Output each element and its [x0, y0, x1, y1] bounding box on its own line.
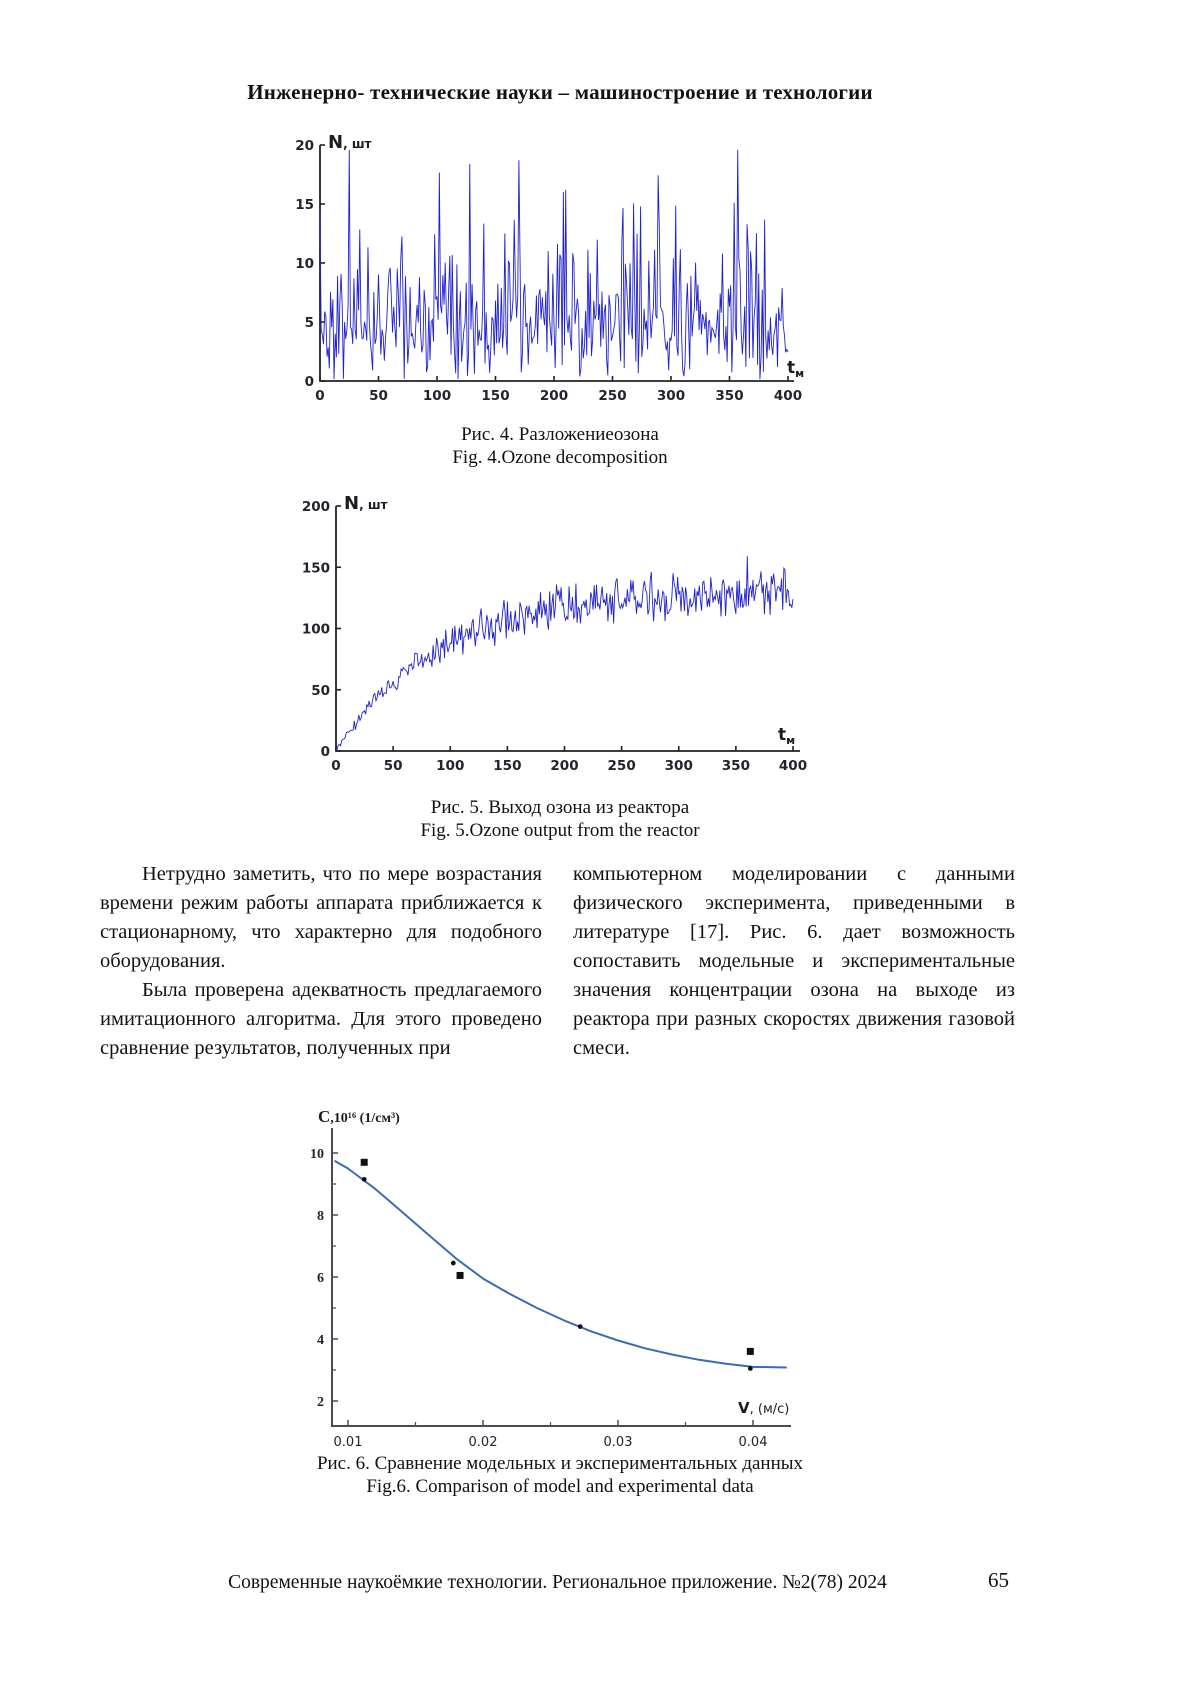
x-tick-label: 150: [481, 388, 510, 404]
fig5-ylabel-main: N: [344, 493, 360, 514]
x-tick-label: 350: [715, 388, 744, 404]
axes: [310, 1128, 791, 1450]
fig6-xlabel-unit: , (м/с): [749, 1402, 790, 1417]
footer-journal-line: Современные наукоёмкие технологии. Региональное приложение. №2(78) 2024: [228, 1572, 887, 1593]
fig6-caption-en: Fig.6. Comparison of model and experimental data: [366, 1476, 754, 1497]
x-tick-label: 0.02: [468, 1435, 498, 1450]
y-tick-label: 10: [295, 256, 314, 272]
figure5-plot: [300, 493, 830, 793]
x-tick-label: 0: [331, 758, 341, 774]
y-tick-label: 10: [310, 1147, 324, 1162]
paragraph: Была проверена адекватность предлагаемого имитационного алгоритма. Для этого проведено сравнение результатов, полученных при: [100, 979, 542, 1059]
y-tick-label: 2: [317, 1395, 324, 1410]
x-tick-label: 50: [369, 388, 388, 404]
x-tick-label: 100: [436, 758, 465, 774]
fig4-ylabel-main: N: [328, 132, 344, 153]
y-tick-label: 4: [317, 1333, 324, 1348]
fig5-caption: [145, 796, 975, 842]
x-tick-label: 350: [721, 758, 750, 774]
series-line: [320, 150, 788, 380]
figure5-chart: [300, 493, 830, 793]
fig5-ylabel-unit: , шт: [359, 498, 388, 512]
figure6-chart: [270, 1105, 830, 1453]
fig6-ylabel-unit: ,10¹⁶ (1/см³): [330, 1111, 400, 1126]
model-point: [451, 1261, 456, 1266]
experimental-point: [361, 1159, 368, 1166]
series-line: [336, 556, 796, 751]
fig5-xlabel-main: t: [778, 725, 787, 745]
fig5-y-axis-label: [344, 493, 388, 514]
model-points: [362, 1177, 753, 1371]
x-tick-label: 250: [598, 388, 627, 404]
fig5-caption-en: Fig. 5.Ozone output from the reactor: [420, 820, 700, 841]
x-tick-label: 100: [422, 388, 452, 404]
fig6-caption-ru: Рис. 6. Сравнение модельных и экспериментальных данных: [316, 1453, 804, 1474]
x-tick-label: 150: [493, 758, 522, 774]
x-tick-label: 400: [778, 758, 808, 774]
y-tick-label: 20: [295, 138, 314, 154]
fig4-ylabel-unit: , шт: [343, 137, 372, 151]
x-tick-label: 300: [664, 758, 693, 774]
fig5-caption-ru: Рис. 5. Выход озона из реактора: [430, 797, 690, 818]
experimental-points: [361, 1159, 754, 1355]
fig4-xlabel-sub: м: [795, 367, 805, 380]
fig4-x-axis-label: [787, 358, 804, 380]
fig4-caption: [145, 423, 975, 469]
x-tick-label: 200: [550, 758, 579, 774]
fig6-caption: [145, 1452, 975, 1498]
y-tick-label: 100: [301, 621, 330, 638]
fig5-x-axis-label: [778, 725, 795, 747]
y-tick-label: 8: [317, 1209, 324, 1224]
fig6-xlabel-main: V: [738, 1399, 750, 1417]
x-tick-label: 0.01: [333, 1435, 363, 1450]
body-left-column: [100, 860, 542, 1063]
x-tick-label: 250: [607, 758, 636, 774]
y-tick-label: 15: [295, 197, 314, 213]
model-point: [362, 1177, 367, 1182]
x-tick-label: 400: [773, 388, 803, 404]
y-tick-label: 0: [304, 374, 314, 390]
fig4-y-axis-label: [328, 132, 372, 153]
experimental-point: [457, 1272, 464, 1279]
fig5-xlabel-sub: м: [786, 734, 796, 747]
fig6-y-axis-label: [318, 1107, 400, 1127]
footer-page-number: 65: [988, 1568, 1009, 1592]
model-curve: [335, 1161, 787, 1368]
fig6-x-axis-label: [738, 1399, 789, 1417]
fig4-caption-ru: Рис. 4. Разложениеозона: [461, 424, 659, 445]
y-tick-label: 0: [320, 744, 330, 760]
page-header: Инженерно- технические науки – машиностроение и технологии: [247, 80, 873, 104]
figure4-plot: [295, 128, 825, 420]
fig6-ylabel-main: C: [318, 1107, 331, 1126]
figure4-chart: [295, 128, 825, 420]
x-tick-label: 200: [539, 388, 569, 404]
y-tick-label: 50: [311, 682, 330, 699]
y-tick-label: 5: [304, 315, 314, 331]
paragraph: компьютерном моделировании с данными физического эксперимента, приведенными в литературе [17]. Рис. 6. дает возможность сопоставить модельные и экспериментальные значения концентрации озона на выходе из реактора при разных скоростях движения газовой смеси.: [573, 863, 1015, 1059]
x-tick-label: 50: [383, 758, 403, 774]
body-right-column: [573, 860, 1015, 1063]
x-tick-label: 0.03: [603, 1435, 633, 1450]
x-tick-label: 0.04: [738, 1435, 768, 1450]
experimental-point: [747, 1348, 754, 1355]
fig4-caption-en: Fig. 4.Ozone decomposition: [452, 447, 668, 468]
x-tick-label: 0: [315, 388, 325, 404]
y-tick-label: 200: [301, 499, 330, 515]
y-tick-label: 150: [301, 560, 330, 577]
y-tick-label: 6: [317, 1271, 324, 1286]
fig4-xlabel-main: t: [787, 358, 796, 378]
x-tick-label: 300: [656, 388, 686, 404]
model-point: [748, 1366, 753, 1371]
paragraph: Нетрудно заметить, что по мере возрастания времени режим работы аппарата приближается к стационарному, что характерно для подобного оборудования.: [100, 863, 542, 972]
model-point: [578, 1324, 583, 1329]
axes: [302, 499, 807, 774]
